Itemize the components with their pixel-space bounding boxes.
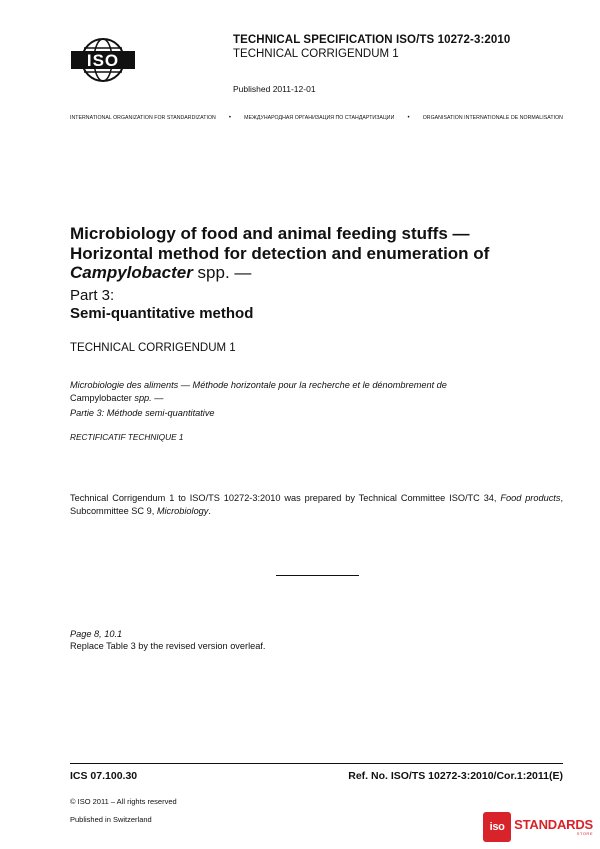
- french-part-title: Partie 3: Méthode semi-quantitative: [70, 408, 215, 418]
- title-line-3-tail: spp. —: [192, 263, 252, 282]
- french-title: [70, 379, 540, 404]
- badge-text: STANDARDS: [514, 817, 593, 832]
- paragraph-text: , Subcommittee SC 9,: [70, 493, 563, 516]
- org-name-fr: ORGANISATION INTERNATIONALE DE NORMALISATION: [422, 115, 563, 121]
- paragraph-text: .: [208, 506, 211, 516]
- committee-name: Food products: [500, 493, 561, 503]
- replace-instruction: Replace Table 3 by the revised version overleaf.: [70, 641, 266, 651]
- title-line-1: Microbiology of food and animal feeding stuffs —: [70, 224, 470, 243]
- part-number: Part 3:: [70, 287, 115, 304]
- iso-logo-text: ISO: [86, 51, 120, 70]
- org-name-en: INTERNATIONAL ORGANIZATION FOR STANDARDIZATION: [70, 115, 216, 121]
- published-location: Published in Switzerland: [70, 815, 152, 824]
- published-date: Published 2011-12-01: [233, 84, 316, 94]
- technical-corrigendum-heading: TECHNICAL CORRIGENDUM 1: [70, 342, 236, 354]
- copyright-notice: © ISO 2011 – All rights reserved: [70, 797, 177, 806]
- badge-subtext: STORE: [576, 831, 593, 836]
- org-separator: •: [228, 115, 232, 121]
- ics-code: ICS 07.100.30: [70, 770, 138, 782]
- org-name-ru: МЕЖДУНАРОДНАЯ ОРГАНИЗАЦИЯ ПО СТАНДАРТИЗАЦИИ: [244, 115, 395, 121]
- standards-store-badge[interactable]: [483, 811, 593, 843]
- spec-title: TECHNICAL SPECIFICATION ISO/TS 10272-3:2010: [233, 34, 511, 46]
- french-genus: Campylobacter: [70, 392, 132, 403]
- iso-globe-logo-icon: [70, 36, 136, 84]
- subcommittee-name: Microbiology: [156, 506, 209, 516]
- french-title-line-2: [70, 392, 540, 405]
- iso-logo: [70, 36, 136, 84]
- french-title-tail: spp. —: [131, 392, 164, 403]
- corrigendum-label: TECHNICAL CORRIGENDUM 1: [233, 48, 399, 60]
- organization-names: [70, 115, 563, 121]
- section-divider: [276, 575, 359, 576]
- french-title-line-1: Microbiologie des aliments — Méthode horizontale pour la recherche et le dénombrement de: [70, 380, 447, 390]
- badge-wordmark: [514, 818, 593, 836]
- reference-number: Ref. No. ISO/TS 10272-3:2010/Cor.1:2011(E): [348, 770, 563, 782]
- document-title: [70, 224, 540, 283]
- title-line-3: [70, 263, 540, 283]
- preparation-paragraph: [70, 492, 563, 518]
- title-genus: Campylobacter: [70, 263, 193, 282]
- org-separator: •: [407, 115, 410, 121]
- title-line-2: Horizontal method for detection and enumeration of: [70, 243, 490, 263]
- part-title: Semi-quantitative method: [70, 305, 254, 322]
- iso-store-icon: iso: [483, 812, 511, 842]
- rectificatif-label: RECTIFICATIF TECHNIQUE 1: [70, 432, 184, 442]
- page-reference: Page 8, 10.1: [70, 629, 123, 639]
- footer-divider: [70, 763, 563, 764]
- paragraph-text: Technical Corrigendum 1 to ISO/TS 10272-3:2010 was prepared by Technical Committee ISO/TC 34,: [70, 493, 501, 503]
